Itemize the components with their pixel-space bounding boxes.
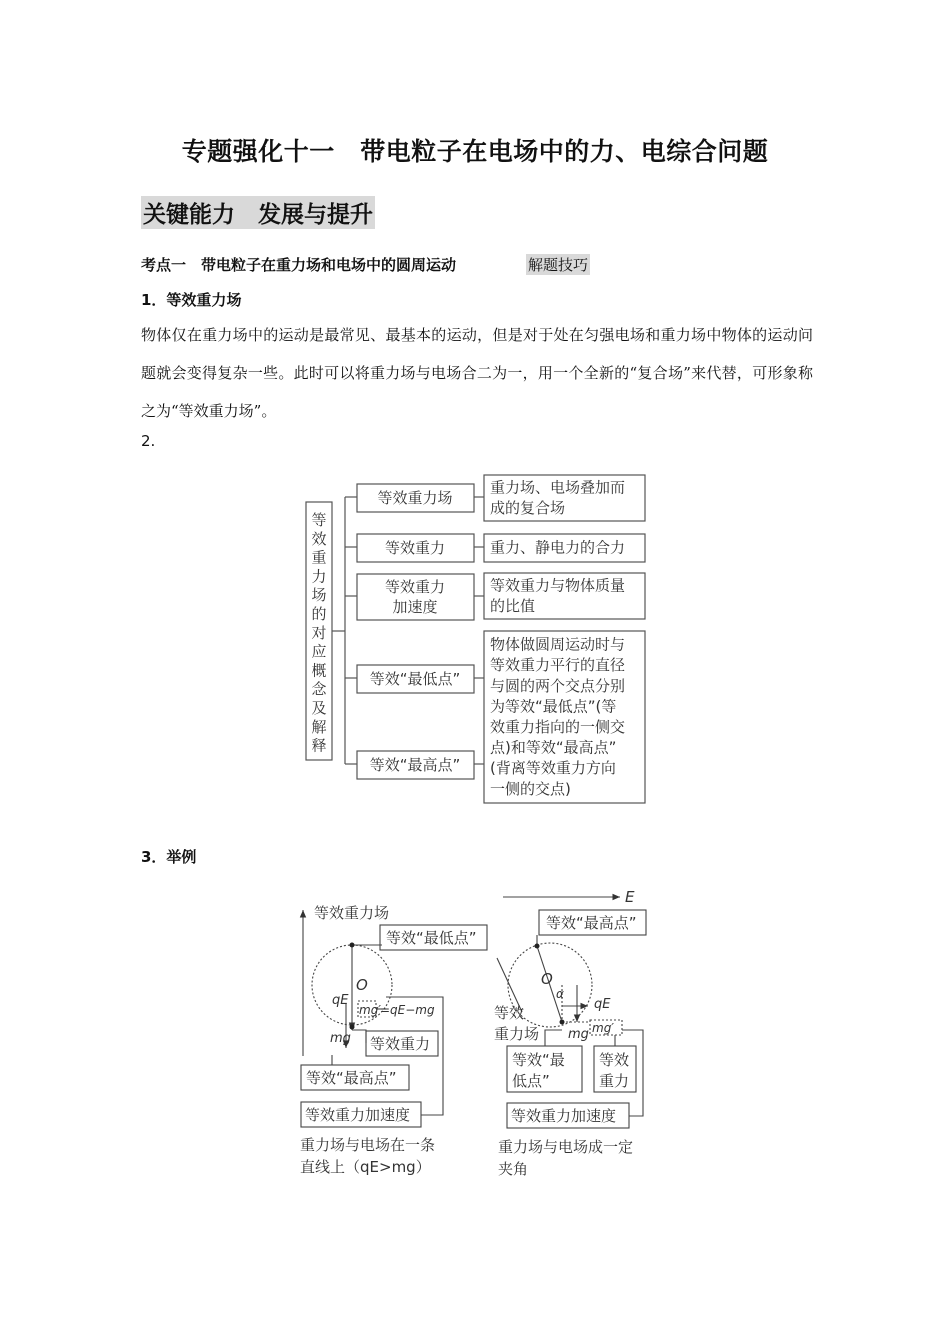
diagram-root-char: 效 — [311, 529, 327, 548]
left-caption-1: 重力场与电场在一条 — [300, 1136, 436, 1154]
diagram-concept-text: 等效“最低点” — [369, 670, 461, 688]
right-top-point — [535, 944, 540, 949]
diagram-explain-text: 的比值 — [490, 597, 536, 615]
diagram-concept-text: 等效重力 — [384, 539, 446, 557]
diagram-root-char: 应 — [311, 642, 327, 661]
diagram-concept-box — [357, 574, 474, 620]
diagram-explain-text: 重力、静电力的合力 — [490, 538, 626, 557]
right-mgprime-label: mg′ — [592, 1021, 615, 1035]
right-mg-label: mg — [568, 1027, 589, 1042]
diagram-root-char: 力 — [311, 567, 327, 586]
right-field-label-2: 重力场 — [494, 1025, 540, 1043]
right-center-label: O — [541, 970, 553, 988]
diagram-root-char: 等 — [311, 511, 327, 529]
left-resultant-label: =qE−mg — [380, 1003, 435, 1017]
right-qe-label: qE — [594, 997, 611, 1012]
left-center-label: O — [356, 976, 368, 994]
diagram-explain-text: 物体做圆周运动时与 — [490, 635, 626, 654]
left-top-point — [350, 943, 355, 948]
left-eq-accel: 等效重力加速度 — [305, 1106, 411, 1124]
diagram-explain-box — [484, 631, 645, 803]
diagram-explain-box — [484, 573, 645, 619]
diagram-explain-box — [484, 475, 645, 521]
diagram-explain-text: (背离等效重力方向 — [490, 759, 616, 778]
left-lowest-label: 等效“最低点” — [386, 929, 477, 947]
right-caption-1: 重力场与电场成一定 — [498, 1138, 634, 1156]
diagram-root-char: 念 — [311, 680, 327, 699]
left-highest-label: 等效“最高点” — [306, 1069, 397, 1087]
diagram-root-box — [306, 502, 332, 760]
diagram-explain-box — [484, 534, 645, 562]
diagram-concept-text: 等效“最高点” — [369, 756, 461, 774]
diagram-explain-text: 为等效“最低点”(等 — [490, 697, 617, 716]
diagram-explain-text: 成的复合场 — [490, 499, 566, 517]
left-mg-label: mg — [330, 1031, 351, 1046]
right-alpha-label: α — [556, 987, 564, 1001]
right-eqg-label-1: 等效 — [599, 1051, 630, 1069]
diagram-concept-text: 等效重力场 — [377, 489, 453, 507]
diagram-root-char: 概 — [311, 661, 327, 680]
left-bottom-point — [350, 1025, 355, 1030]
diagram-root-char: 释 — [311, 736, 327, 755]
item2-heading: 2. — [141, 432, 156, 450]
left-caption-2: 直线上（qE>mg） — [300, 1158, 431, 1176]
diagram-concept-box — [357, 665, 474, 693]
diagram-root-char: 场 — [311, 586, 327, 605]
diagram-explain-text: 等效重力与物体质量 — [490, 576, 626, 595]
right-lowest-label-1: 等效“最 — [512, 1051, 565, 1069]
right-e-label: E — [625, 888, 635, 906]
page-title: 专题强化十一 带电粒子在电场中的力、电综合问题 — [181, 137, 769, 166]
left-eq-gravity: 等效重力 — [370, 1035, 431, 1053]
diagram-root-char: 解 — [311, 717, 327, 736]
diagram-concept-text: 加速度 — [392, 598, 438, 616]
right-field-label-1: 等效 — [494, 1004, 525, 1022]
diagram-concept-box — [357, 751, 474, 779]
left-field-label: 等效重力场 — [314, 904, 390, 922]
topic-heading: 考点一 带电粒子在重力场和电场中的圆周运动 — [141, 256, 457, 274]
diagram-explain-text: 效重力指向的一侧交 — [490, 718, 626, 736]
section-heading: 关键能力 发展与提升 — [141, 196, 375, 229]
item3-heading: 3．举例 — [141, 848, 197, 866]
right-bottom-point — [560, 1020, 565, 1025]
left-mgprime-label: mg′ — [359, 1003, 382, 1017]
diagram-concept-box — [357, 484, 474, 512]
right-caption-2: 夹角 — [498, 1160, 529, 1178]
item1-paragraph: 物体仅在重力场中的运动是最常见、最基本的运动，但是对于处在匀强电场和重力场中物体的运动问题就会变得复杂一些。此时可以将重力场与电场合二为一，用一个全新的“复合场”来代替，可形象称之为“等效重力场”。 — [141, 326, 813, 420]
left-qe-label: qE — [332, 993, 349, 1008]
right-eqg-label-2: 重力 — [599, 1072, 630, 1090]
diagram-root-char: 对 — [311, 623, 327, 642]
diagram-explain-text: 一侧的交点) — [490, 779, 571, 798]
diagram-explain-text: 等效重力平行的直径 — [490, 656, 626, 675]
diagram-concept-text: 等效重力 — [384, 578, 446, 596]
item1-heading: 1．等效重力场 — [141, 291, 242, 309]
right-eq-accel: 等效重力加速度 — [511, 1107, 617, 1125]
diagram-explain-text: 与圆的两个交点分别 — [490, 676, 626, 695]
diagram-root-char: 重 — [311, 548, 327, 567]
right-highest-label: 等效“最高点” — [546, 914, 637, 932]
diagram-concept-box — [357, 534, 474, 562]
diagram-explain-text: 重力场、电场叠加而 — [490, 478, 626, 497]
topic-tag: 解题技巧 — [528, 256, 589, 274]
diagram-root-char: 的 — [311, 605, 327, 623]
diagram-explain-text: 点)和等效“最高点” — [490, 738, 617, 757]
right-lowest-label-2: 低点” — [512, 1072, 550, 1090]
diagram-root-char: 及 — [311, 699, 327, 717]
